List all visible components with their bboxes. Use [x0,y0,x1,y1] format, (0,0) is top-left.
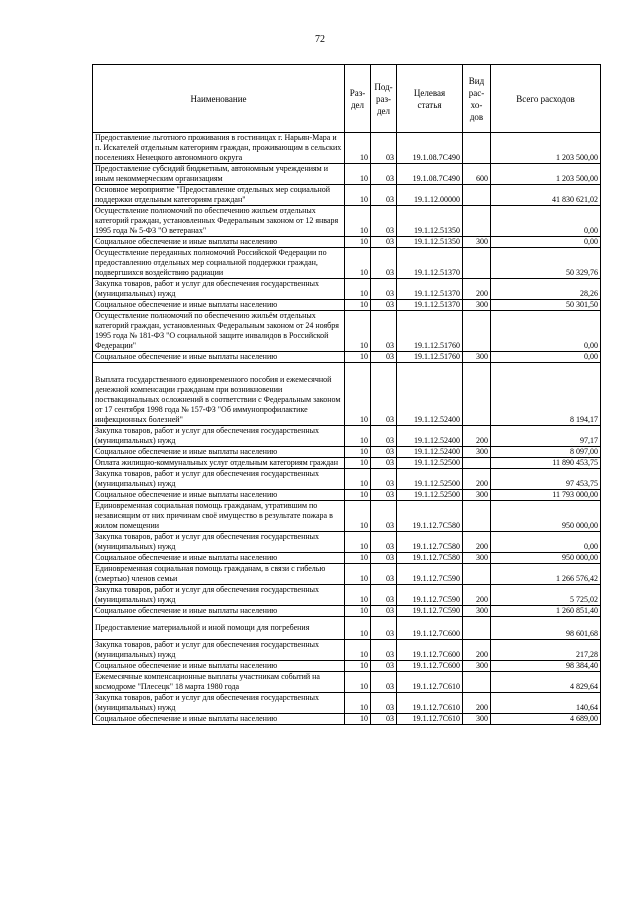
row-total-cell: 4 829,64 [491,672,601,693]
row-total-cell: 11 793 000,00 [491,490,601,501]
row-type-cell [463,185,491,206]
row-name-cell: Социальное обеспечение и иные выплаты населению [93,237,345,248]
row-total-cell: 4 689,00 [491,714,601,725]
row-name-cell: Основное мероприятие "Предоставление отдельных мер социальной поддержки отдельным категориям граждан" [93,185,345,206]
row-subsection-cell: 03 [371,501,397,532]
row-subsection-cell: 03 [371,311,397,352]
row-section-cell: 10 [345,640,371,661]
table-row [93,661,601,672]
row-type-cell [463,501,491,532]
row-subsection-cell: 03 [371,164,397,185]
row-subsection-cell: 03 [371,248,397,279]
row-article-cell: 19.1.12.52400 [397,447,463,458]
row-type-cell: 200 [463,426,491,447]
row-type-cell [463,564,491,585]
row-total-cell: 98 384,40 [491,661,601,672]
row-name-cell: Выплата государственного единовременного пособия и ежемесячной денежной компенсации гражданам при возникновении поствакцинальных осложнений в соответствии с Федеральным законом от 17 сентября 1998 года № 157-ФЗ "Об иммунопрофилактике инфекционных болезней" [93,363,345,426]
row-article-cell: 19.1.12.7С590 [397,564,463,585]
row-type-cell: 200 [463,693,491,714]
row-total-cell: 11 890 453,75 [491,458,601,469]
table-row [93,469,601,490]
row-article-cell: 19.1.12.7С580 [397,501,463,532]
row-article-cell: 19.1.08.7С490 [397,164,463,185]
row-total-cell: 97 453,75 [491,469,601,490]
row-article-cell: 19.1.12.7С600 [397,661,463,672]
row-section-cell: 10 [345,279,371,300]
header-total: Всего расходов [491,65,601,133]
row-name-cell: Закупка товаров, работ и услуг для обеспечения государственных (муниципальных) нужд [93,693,345,714]
row-type-cell: 300 [463,490,491,501]
row-article-cell: 19.1.12.00000 [397,185,463,206]
row-type-cell: 200 [463,585,491,606]
row-article-cell: 19.1.12.7С590 [397,606,463,617]
row-name-cell: Социальное обеспечение и иные выплаты населению [93,352,345,363]
row-section-cell: 10 [345,553,371,564]
row-section-cell: 10 [345,564,371,585]
budget-table [92,64,601,725]
row-type-cell [463,206,491,237]
row-section-cell: 10 [345,490,371,501]
row-type-cell: 300 [463,714,491,725]
row-article-cell: 19.1.12.52500 [397,458,463,469]
row-total-cell: 97,17 [491,426,601,447]
row-type-cell: 600 [463,164,491,185]
table-row [93,693,601,714]
row-type-cell: 300 [463,237,491,248]
row-section-cell: 10 [345,585,371,606]
row-article-cell: 19.1.12.7С610 [397,672,463,693]
row-total-cell: 41 830 621,02 [491,185,601,206]
row-type-cell [463,311,491,352]
row-article-cell: 19.1.12.7С610 [397,693,463,714]
table-row [93,133,601,164]
row-name-cell: Предоставление льготного проживания в гостиницах г. Нарьян-Мара и п. Искателей отдельным категориям граждан, проживающим в сельских поселениях Ненецкого автономного округа [93,133,345,164]
row-article-cell: 19.1.12.7С590 [397,585,463,606]
row-type-cell: 300 [463,300,491,311]
table-row [93,185,601,206]
table-row [93,672,601,693]
row-section-cell: 10 [345,458,371,469]
row-type-cell [463,672,491,693]
row-section-cell: 10 [345,672,371,693]
row-section-cell: 10 [345,447,371,458]
row-section-cell: 10 [345,300,371,311]
table-row [93,206,601,237]
page-number: 72 [315,34,325,45]
row-article-cell: 19.1.12.7С580 [397,532,463,553]
row-total-cell: 0,00 [491,352,601,363]
table-row [93,490,601,501]
row-subsection-cell: 03 [371,279,397,300]
row-section-cell: 10 [345,352,371,363]
row-subsection-cell: 03 [371,606,397,617]
row-article-cell: 19.1.12.51760 [397,311,463,352]
row-section-cell: 10 [345,661,371,672]
row-subsection-cell: 03 [371,458,397,469]
table-row [93,714,601,725]
table-row [93,426,601,447]
row-subsection-cell: 03 [371,447,397,458]
row-name-cell: Социальное обеспечение и иные выплаты населению [93,661,345,672]
row-article-cell: 19.1.12.51370 [397,300,463,311]
row-name-cell: Ежемесячные компенсационные выплаты участникам событий на космодроме "Плесецк" 18 марта 1980 года [93,672,345,693]
row-article-cell: 19.1.12.51370 [397,279,463,300]
row-name-cell: Социальное обеспечение и иные выплаты населению [93,447,345,458]
row-section-cell: 10 [345,133,371,164]
row-total-cell: 0,00 [491,311,601,352]
row-subsection-cell: 03 [371,363,397,426]
row-article-cell: 19.1.12.51350 [397,237,463,248]
row-type-cell [463,363,491,426]
row-name-cell: Социальное обеспечение и иные выплаты населению [93,300,345,311]
row-type-cell: 300 [463,553,491,564]
row-type-cell: 200 [463,469,491,490]
table-row [93,248,601,279]
row-subsection-cell: 03 [371,672,397,693]
row-total-cell: 8 194,17 [491,363,601,426]
row-section-cell: 10 [345,469,371,490]
row-article-cell: 19.1.12.7С610 [397,714,463,725]
table-row [93,164,601,185]
table-row [93,606,601,617]
row-article-cell: 19.1.12.51760 [397,352,463,363]
row-article-cell: 19.1.12.7С600 [397,640,463,661]
row-section-cell: 10 [345,363,371,426]
row-type-cell [463,617,491,640]
table-row [93,352,601,363]
row-subsection-cell: 03 [371,185,397,206]
row-name-cell: Социальное обеспечение и иные выплаты населению [93,714,345,725]
row-total-cell: 0,00 [491,532,601,553]
row-type-cell [463,133,491,164]
table-header-row [93,65,601,133]
row-name-cell: Социальное обеспечение и иные выплаты населению [93,490,345,501]
row-total-cell: 0,00 [491,206,601,237]
row-subsection-cell: 03 [371,693,397,714]
row-name-cell: Единовременная социальная помощь гражданам, утратившим по независящим от них причинам своё имущество в результате пожара в жилом помещении [93,501,345,532]
row-total-cell: 28,26 [491,279,601,300]
row-section-cell: 10 [345,714,371,725]
row-name-cell: Закупка товаров, работ и услуг для обеспечения государственных (муниципальных) нужд [93,532,345,553]
row-name-cell: Закупка товаров, работ и услуг для обеспечения государственных (муниципальных) нужд [93,585,345,606]
table-row [93,532,601,553]
table-row [93,300,601,311]
row-total-cell: 950 000,00 [491,553,601,564]
row-section-cell: 10 [345,532,371,553]
row-section-cell: 10 [345,501,371,532]
row-subsection-cell: 03 [371,426,397,447]
row-article-cell: 19.1.12.51350 [397,206,463,237]
table-row [93,564,601,585]
row-subsection-cell: 03 [371,617,397,640]
row-name-cell: Осуществление полномочий по обеспечению жильём отдельных категорий граждан, установленных Федеральным законом от 24 ноября 1995 года № 181-ФЗ "О социальной защите инвалидов в Российской Федерации" [93,311,345,352]
table-row [93,617,601,640]
header-article: Целевая статья [397,65,463,133]
row-section-cell: 10 [345,311,371,352]
table-row [93,501,601,532]
row-total-cell: 140,64 [491,693,601,714]
row-article-cell: 19.1.12.52500 [397,490,463,501]
table-row [93,237,601,248]
row-subsection-cell: 03 [371,352,397,363]
row-total-cell: 98 601,68 [491,617,601,640]
table-row [93,585,601,606]
row-section-cell: 10 [345,164,371,185]
row-article-cell: 19.1.12.51370 [397,248,463,279]
table-row [93,311,601,352]
row-article-cell: 19.1.12.7С600 [397,617,463,640]
table-row [93,363,601,426]
row-article-cell: 19.1.12.52500 [397,469,463,490]
table-row [93,279,601,300]
row-total-cell: 217,28 [491,640,601,661]
row-type-cell: 300 [463,606,491,617]
row-total-cell: 8 097,00 [491,447,601,458]
row-name-cell: Оплата жилищно-коммунальных услуг отдельным категориям граждан [93,458,345,469]
row-article-cell: 19.1.08.7С490 [397,133,463,164]
row-name-cell: Закупка товаров, работ и услуг для обеспечения государственных (муниципальных) нужд [93,426,345,447]
row-article-cell: 19.1.12.52400 [397,363,463,426]
row-subsection-cell: 03 [371,237,397,248]
row-subsection-cell: 03 [371,532,397,553]
row-type-cell: 300 [463,447,491,458]
row-name-cell: Предоставление субсидий бюджетным, автономным учреждениям и иным некоммерческим организациям [93,164,345,185]
row-type-cell: 200 [463,640,491,661]
row-subsection-cell: 03 [371,661,397,672]
row-section-cell: 10 [345,185,371,206]
row-type-cell: 300 [463,661,491,672]
row-type-cell [463,458,491,469]
row-subsection-cell: 03 [371,300,397,311]
row-total-cell: 1 203 500,00 [491,133,601,164]
row-type-cell: 300 [463,352,491,363]
row-name-cell: Закупка товаров, работ и услуг для обеспечения государственных (муниципальных) нужд [93,640,345,661]
row-total-cell: 1 203 500,00 [491,164,601,185]
header-name: Наименование [93,65,345,133]
row-name-cell: Закупка товаров, работ и услуг для обеспечения государственных (муниципальных) нужд [93,279,345,300]
row-name-cell: Единовременная социальная помощь гражданам, в связи с гибелью (смертью) членов семьи [93,564,345,585]
row-section-cell: 10 [345,606,371,617]
row-name-cell: Социальное обеспечение и иные выплаты населению [93,553,345,564]
row-type-cell: 200 [463,279,491,300]
header-section: Раз- дел [345,65,371,133]
table-row [93,640,601,661]
row-name-cell: Осуществление переданных полномочий Российской Федерации по предоставлению отдельных мер социальной поддержки граждан, подвергшихся воздействию радиации [93,248,345,279]
header-type: Вид рас- хо- дов [463,65,491,133]
row-total-cell: 950 000,00 [491,501,601,532]
table-row [93,458,601,469]
row-subsection-cell: 03 [371,585,397,606]
row-section-cell: 10 [345,248,371,279]
table-row [93,553,601,564]
row-total-cell: 5 725,02 [491,585,601,606]
row-name-cell: Закупка товаров, работ и услуг для обеспечения государственных (муниципальных) нужд [93,469,345,490]
row-total-cell: 50 301,50 [491,300,601,311]
row-section-cell: 10 [345,237,371,248]
table-body [93,133,601,725]
row-article-cell: 19.1.12.52400 [397,426,463,447]
row-type-cell: 200 [463,532,491,553]
row-subsection-cell: 03 [371,714,397,725]
row-section-cell: 10 [345,693,371,714]
row-total-cell: 1 266 576,42 [491,564,601,585]
row-subsection-cell: 03 [371,553,397,564]
table-row [93,447,601,458]
row-total-cell: 50 329,76 [491,248,601,279]
row-subsection-cell: 03 [371,564,397,585]
row-article-cell: 19.1.12.7С580 [397,553,463,564]
row-type-cell [463,248,491,279]
row-name-cell: Осуществление полномочий по обеспечению жильем отдельных категорий граждан, установленных Федеральным законом от 12 января 1995 года № 5-ФЗ "О ветеранах" [93,206,345,237]
row-subsection-cell: 03 [371,133,397,164]
row-total-cell: 0,00 [491,237,601,248]
row-section-cell: 10 [345,617,371,640]
row-section-cell: 10 [345,426,371,447]
header-subsection: Под- раз- дел [371,65,397,133]
row-name-cell: Предоставление материальной и иной помощи для погребения [93,617,345,640]
row-subsection-cell: 03 [371,490,397,501]
row-subsection-cell: 03 [371,469,397,490]
row-name-cell: Социальное обеспечение и иные выплаты населению [93,606,345,617]
row-subsection-cell: 03 [371,640,397,661]
row-subsection-cell: 03 [371,206,397,237]
row-total-cell: 1 260 851,40 [491,606,601,617]
row-section-cell: 10 [345,206,371,237]
